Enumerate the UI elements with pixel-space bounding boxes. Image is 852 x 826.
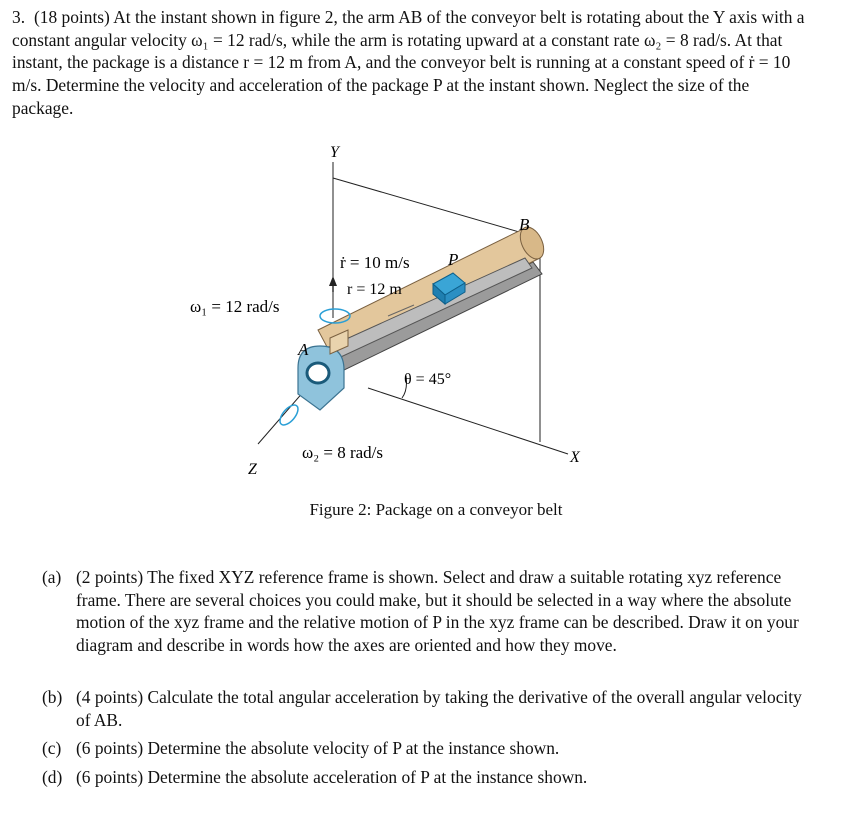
omega2-rotation-icon — [277, 402, 302, 428]
part-d-label: (d) — [42, 767, 63, 787]
z-axis-label: Z — [248, 461, 257, 478]
part-d — [42, 766, 802, 789]
projection-line-top — [333, 178, 540, 238]
part-a — [42, 566, 802, 657]
theta-label: θ = 45° — [404, 371, 452, 388]
part-c — [42, 737, 802, 760]
part-a-label: (a) — [42, 567, 62, 587]
omega1-label: ω₁ = 12 rad/s — [190, 297, 280, 316]
point-p-label: P — [448, 250, 459, 269]
x-axis-line — [368, 388, 568, 454]
part-a-text: (2 points) The fixed XYZ reference frame is shown. Select and draw a suitable rotating xyz reference frame. There are several choices you could make, but it should be selected in a way where the absolute motion of the xyz frame and the relative motion of P in the xyz frame can be described. Draw it on your diagram and describe in words how the axes are oriented and how they move. — [76, 567, 799, 656]
r-label: r = 12 m — [347, 281, 402, 298]
belt-surface — [322, 258, 532, 362]
part-d-text: (6 points) Determine the absolute acceleration of P at the instance shown. — [76, 767, 588, 787]
problem-number: 3. — [12, 7, 26, 27]
point-b-label: B — [519, 215, 530, 234]
part-b-text: (4 points) Calculate the total angular acceleration by taking the derivative of the overall angular velocity of AB. — [76, 687, 802, 730]
problem-text: (18 points) At the instant shown in figure 2, the arm AB of the conveyor belt is rotating about the Y axis with a constant angular velocity ω₁ = 12 rad/s, while the arm is rotating upward at a constant rate ω₂ = 8 rad/s. At that instant, the package is a distance r = 12 m from A, and the conveyor belt is running at a constant speed of ṙ = 10 m/s. Determine the velocity and acceleration of the package P at the instant shown. Neglect the size of the package. — [12, 7, 805, 118]
figure-caption: Figure 2: Package on a conveyor belt — [309, 500, 563, 519]
part-c-label: (c) — [42, 738, 62, 758]
omega2-label: ω₂ = 8 rad/s — [302, 443, 383, 462]
point-a-label: A — [298, 340, 309, 359]
pivot-hole-a — [307, 363, 329, 383]
y-arrow-head — [329, 276, 337, 286]
y-axis-label: Y — [330, 144, 339, 161]
rdot-label: ṙ = 10 m/s — [340, 253, 410, 272]
part-c-text: (6 points) Determine the absolute velocity of P at the instance shown. — [76, 738, 560, 758]
problem-statement — [12, 6, 812, 120]
part-b — [42, 686, 802, 731]
part-b-label: (b) — [42, 687, 63, 707]
conveyor-figure — [170, 140, 630, 490]
x-axis-label: X — [570, 449, 580, 466]
